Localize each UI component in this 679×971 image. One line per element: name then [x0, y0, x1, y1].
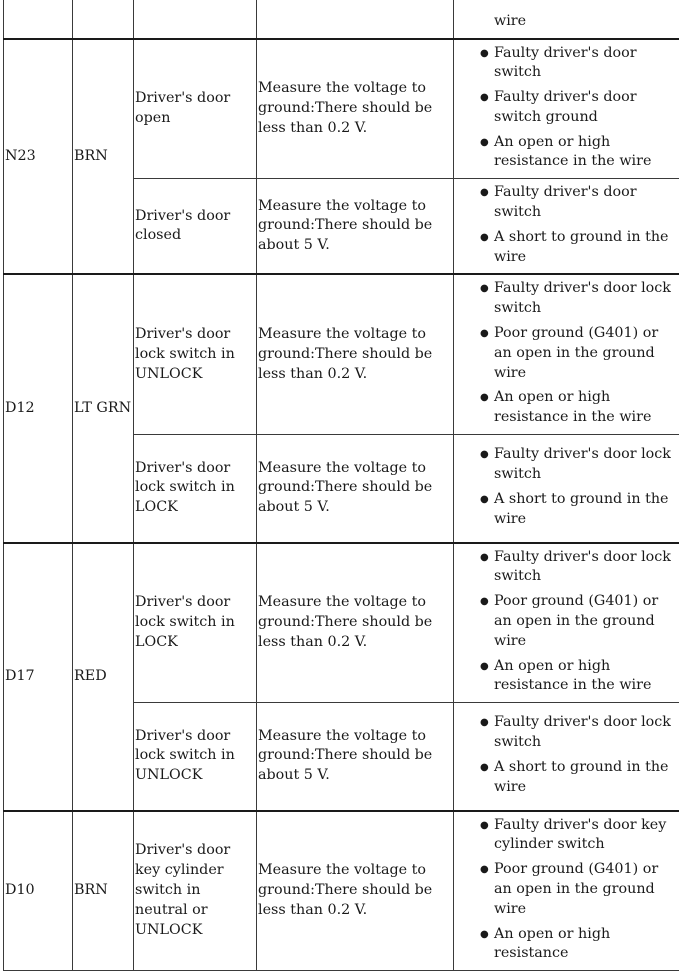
cause-item: ● Faulty driver's door key cylinder switch — [454, 816, 679, 856]
cause-item: ● Faulty driver's door lock switch — [454, 445, 679, 485]
condition-cell: Driver's door key cylinder switch in neutral or UNLOCK — [134, 811, 257, 971]
cause-text: wire — [454, 12, 679, 38]
causes-cell — [454, 811, 679, 971]
condition-cell: Driver's door open — [134, 39, 257, 179]
wire-color-cell — [73, 0, 134, 39]
cause-item: ● A short to ground in the wire — [454, 758, 679, 798]
cause-item: ● A short to ground in the wire — [454, 490, 679, 530]
cause-item: ● Faulty driver's door lock switch — [454, 713, 679, 753]
test-cell: Measure the voltage to ground:There should be about 5 V. — [257, 179, 454, 275]
causes-cell — [454, 39, 679, 179]
causes-cell — [454, 274, 679, 434]
test-cell: Measure the voltage to ground:There should be about 5 V. — [257, 703, 454, 811]
condition-cell — [134, 0, 257, 39]
causes-list — [454, 179, 679, 273]
terminal-cell — [4, 0, 73, 39]
condition-cell: Driver's door lock switch in LOCK — [134, 543, 257, 703]
wire-color-cell: LT GRN — [73, 274, 134, 542]
causes-list — [454, 40, 679, 179]
test-cell: Measure the voltage to ground:There should be less than 0.2 V. — [257, 543, 454, 703]
causes-list — [454, 812, 679, 971]
terminal-cell: D10 — [4, 811, 73, 971]
wire-color-cell: RED — [73, 543, 134, 811]
cause-item: ● Faulty driver's door switch ground — [454, 88, 679, 128]
causes-cell — [454, 435, 679, 543]
causes-list — [454, 544, 679, 703]
cause-item: ● Poor ground (G401) or an open in the ground wire — [454, 592, 679, 651]
terminal-cell: D17 — [4, 543, 73, 811]
diagnostic-table — [3, 0, 679, 971]
cause-item: ● An open or high resistance — [454, 925, 679, 965]
terminal-cell: D12 — [4, 274, 73, 542]
terminal-cell: N23 — [4, 39, 73, 275]
test-cell — [257, 0, 454, 39]
cause-item: ● Faulty driver's door lock switch — [454, 548, 679, 588]
causes-cell — [454, 179, 679, 275]
cause-item: ● An open or high resistance in the wire — [454, 657, 679, 697]
cause-item: ● Poor ground (G401) or an open in the ground wire — [454, 860, 679, 919]
test-cell: Measure the voltage to ground:There should be less than 0.2 V. — [257, 811, 454, 971]
wire-color-cell: BRN — [73, 811, 134, 971]
condition-cell: Driver's door lock switch in UNLOCK — [134, 703, 257, 811]
cause-item: ● A short to ground in the wire — [454, 228, 679, 268]
causes-list — [454, 275, 679, 434]
cause-item: ● An open or high resistance in the wire — [454, 388, 679, 428]
condition-cell: Driver's door lock switch in LOCK — [134, 435, 257, 543]
causes-cell — [454, 703, 679, 811]
cause-item: ● Faulty driver's door switch — [454, 183, 679, 223]
cause-item: ● Faulty driver's door lock switch — [454, 279, 679, 319]
condition-cell: Driver's door lock switch in UNLOCK — [134, 274, 257, 434]
causes-list — [454, 441, 679, 535]
test-cell: Measure the voltage to ground:There should be about 5 V. — [257, 435, 454, 543]
cause-item: ● An open or high resistance in the wire — [454, 133, 679, 173]
causes-cell — [454, 543, 679, 703]
wire-color-cell: BRN — [73, 39, 134, 275]
condition-cell: Driver's door closed — [134, 179, 257, 275]
cause-item: ● Faulty driver's door switch — [454, 44, 679, 84]
causes-list — [454, 709, 679, 803]
cause-item: ● Poor ground (G401) or an open in the ground wire — [454, 324, 679, 383]
causes-cell — [454, 0, 679, 39]
test-cell: Measure the voltage to ground:There should be less than 0.2 V. — [257, 274, 454, 434]
test-cell: Measure the voltage to ground:There should be less than 0.2 V. — [257, 39, 454, 179]
